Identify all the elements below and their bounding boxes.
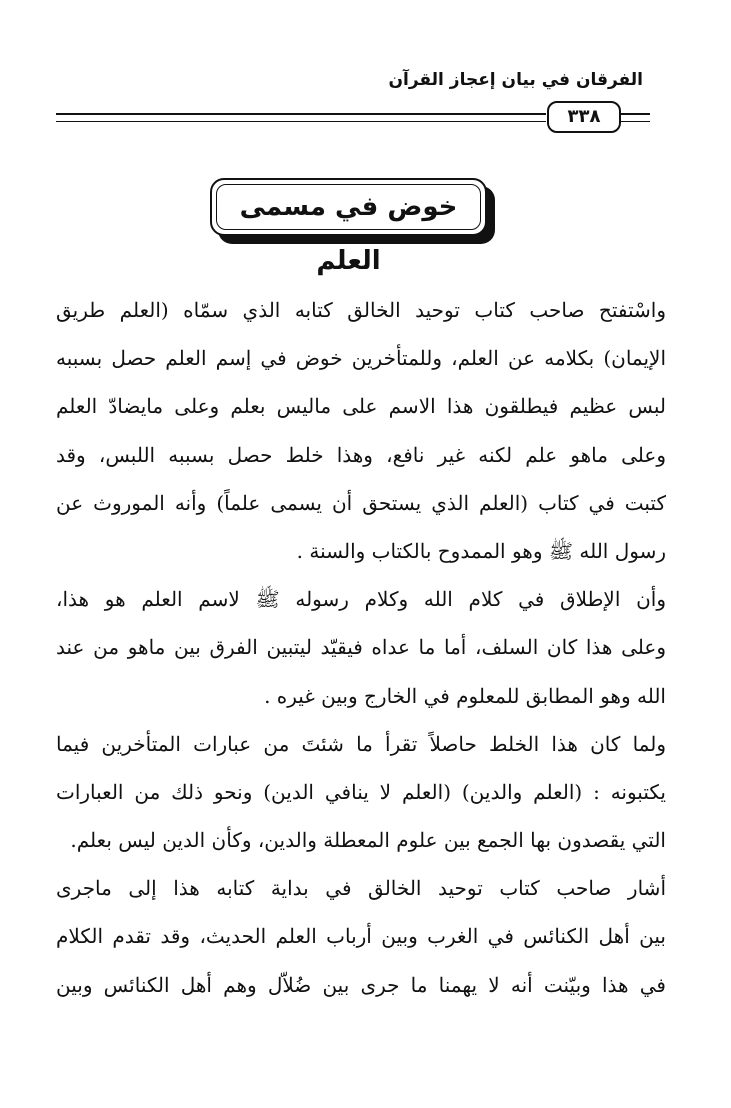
header-rule-bottom (56, 121, 546, 122)
text-line: لبس عظيم فيطلقون هذا الاسم على ماليس بعلم وعلى مايضادّ العلم (56, 394, 666, 419)
page-number: ٣٣٨ (547, 101, 621, 133)
header-rule-bottom-right (620, 121, 650, 122)
running-title: الفرقان في بيان إعجاز القرآن (388, 70, 643, 90)
text-line: رسول الله ﷺ وهو الممدوح بالكتاب والسنة . (296, 538, 666, 563)
text-line: أشار صاحب كتاب توحيد الخالق في بداية كتابه هذا إلى ماجرى (56, 876, 666, 901)
text-line: وأن الإطلاق في كلام الله وكلام رسوله ﷺ لاسم العلم هو هذا، (56, 587, 666, 612)
text-line: وعلى هذا كان السلف، أما ما عداه فيقيّد ليتبين الفرق بين ماهو من عند (56, 635, 666, 660)
text-line: وعلى ماهو علم لكنه غير نافع، وهذا خلط حصل بسببه اللبس، وقد (56, 442, 666, 467)
text-line: كتبت في كتاب (العلم الذي يستحق أن يسمى علماً) وأنه الموروث عن (56, 490, 666, 515)
text-line: الإيمان) بكلامه عن العلم، وللمتأخرين خوض في إسم العلم حصل بسببه (56, 346, 666, 371)
section-title: خوض في مسمى العلم (239, 192, 458, 276)
body-text (56, 286, 666, 1009)
text-line: التي يقصدون بها الجمع بين علوم المعطلة والدين، وكأن الدين ليس بعلم. (70, 828, 666, 853)
text-line: بين أهل الكنائس في الغرب وبين أرباب العلم الحديث، وقد تقدم الكلام (56, 924, 667, 949)
header-rule-top (56, 113, 546, 115)
text-line: ولما كان هذا الخلط حاصلاً تقرأ ما شئتَ من عبارات المتأخرين فيما (56, 731, 666, 756)
header-rule-top-right (620, 113, 650, 115)
text-line: واسْتفتح صاحب كتاب توحيد الخالق كتابه الذي سمّاه (العلم طريق (56, 298, 666, 322)
text-line: الله وهو المطابق للمعلوم في الخارج وبين غيره . (264, 683, 666, 708)
text-line: يكتبونه : (العلم والدين) (العلم لا ينافي الدين) ونحو ذلك من العبارات (56, 779, 666, 804)
text-line: في هذا وبيّنت أنه لا يهمنا ما جرى بين ضُلاّل وهم أهل الكنائس وبين (56, 972, 666, 997)
section-title-box (210, 178, 487, 276)
